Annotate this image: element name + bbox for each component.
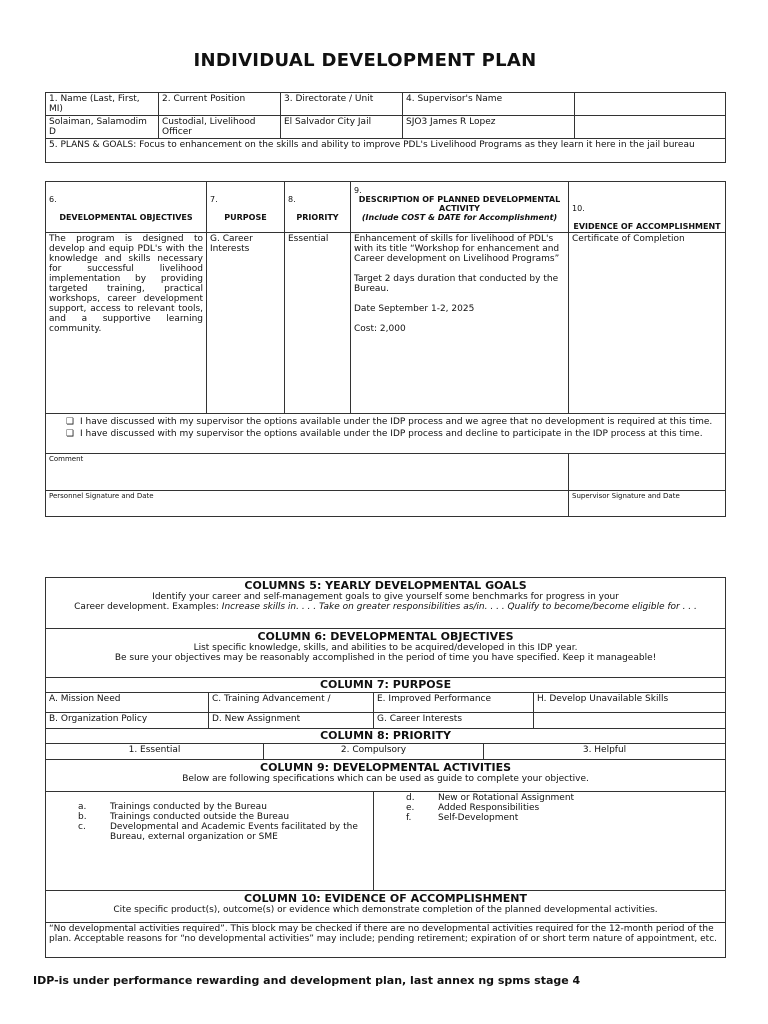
objectives-header: 6. DEVELOPMENTAL OBJECTIVES bbox=[46, 182, 207, 233]
activity-option-b: b. Trainings conducted outside the Bureau bbox=[78, 812, 290, 822]
activity-header: 9. DESCRIPTION OF PLANNED DEVELOPMENTAL ACTIVITY (Include COST & DATE for Accomplishment) bbox=[351, 182, 569, 233]
unit-label: 3. Directorate / Unit bbox=[281, 93, 403, 116]
checkbox-row bbox=[46, 414, 726, 454]
objective-cell[interactable]: The program is designed to develop and equip PDL's with the knowledge and skills necessary for successful livelihood implementation by providing targeted training, practical workshops, career development support, access to relevant tools, and a supportive learning community. bbox=[46, 233, 207, 414]
activity-cell[interactable] bbox=[351, 233, 569, 414]
priority-essential: 1. Essential bbox=[46, 744, 264, 760]
purpose-header: 7. PURPOSE bbox=[207, 182, 285, 233]
col9-section bbox=[46, 760, 726, 792]
activity-cost: Cost: 2,000 bbox=[354, 324, 406, 334]
col6-line1: List specific knowledge, skills, and abilities to be acquired/developed in this IDP year. bbox=[193, 643, 578, 653]
blank-cell bbox=[575, 93, 726, 116]
purpose-option-e: E. Improved Performance bbox=[374, 693, 534, 713]
supervisor-signature[interactable]: Supervisor Signature and Date bbox=[569, 491, 726, 517]
comment-field[interactable]: Comment bbox=[46, 454, 569, 491]
col6-title: COLUMN 6: DEVELOPMENTAL OBJECTIVES bbox=[257, 630, 514, 643]
activity-description: Enhancement of skills for livelihood of PDL's with its title “Workshop for enhancement and Career development on Livelihood Programs” bbox=[354, 234, 560, 264]
col8-title: COLUMN 8: PRIORITY bbox=[46, 729, 726, 744]
activity-option-e: e. Added Responsibilities bbox=[406, 803, 540, 813]
col10-title: COLUMN 10: EVIDENCE OF ACCOMPLISHMENT bbox=[244, 892, 528, 905]
evidence-header: 10. EVIDENCE OF ACCOMPLISHMENT bbox=[569, 182, 726, 233]
activity-option-c: c. Developmental and Academic Events facilitated by the Bureau, external organization or SME bbox=[78, 822, 358, 842]
purpose-cell[interactable]: G. Career Interests bbox=[207, 233, 285, 414]
purpose-option-a: A. Mission Need bbox=[46, 693, 209, 713]
name-value[interactable]: Solaiman, Salamodim D bbox=[46, 116, 159, 139]
purpose-option-c: C. Training Advancement / bbox=[209, 693, 374, 713]
priority-compulsory: 2. Compulsory bbox=[264, 744, 484, 760]
purpose-option-b: B. Organization Policy bbox=[46, 713, 209, 729]
position-value[interactable]: Custodial, Livelihood Officer bbox=[159, 116, 281, 139]
evidence-cell[interactable]: Certificate of Completion bbox=[569, 233, 726, 414]
activity-date: Date September 1-2, 2025 bbox=[354, 304, 475, 314]
activities-right bbox=[374, 792, 726, 891]
comment-blank bbox=[569, 454, 726, 491]
activity-option-a: a. Trainings conducted by the Bureau bbox=[78, 802, 267, 812]
checkbox-no-development-label: I have discussed with my supervisor the options available under the IDP process and we agree that no development is required at this time. bbox=[80, 417, 713, 427]
col5-line1: Identify your career and self-management goals to give yourself some benchmarks for progress in your bbox=[152, 592, 619, 602]
position-label: 2. Current Position bbox=[159, 93, 281, 116]
col10-section bbox=[46, 891, 726, 923]
purpose-option-blank bbox=[534, 713, 726, 729]
employee-info-table bbox=[45, 92, 726, 163]
checkbox-decline[interactable]: ❏ bbox=[66, 429, 75, 439]
col6-line2: Be sure your objectives may be reasonably accomplished in the period of time you have specified. Keep it manageable! bbox=[114, 653, 657, 663]
unit-value[interactable]: El Salvador City Jail bbox=[281, 116, 403, 139]
activity-option-d: d. New or Rotational Assignment bbox=[406, 793, 575, 803]
supervisor-value[interactable]: SJO3 James R Lopez bbox=[403, 116, 575, 139]
col9-title: COLUMN 9: DEVELOPMENTAL ACTIVITIES bbox=[260, 761, 512, 774]
purpose-option-h: H. Develop Unavailable Skills bbox=[534, 693, 726, 713]
blank-cell bbox=[575, 116, 726, 139]
activity-duration: Target 2 days duration that conducted by the Bureau. bbox=[354, 274, 559, 294]
priority-cell[interactable]: Essential bbox=[285, 233, 351, 414]
name-label: 1. Name (Last, First, MI) bbox=[46, 93, 159, 116]
footer-note: IDP-is under performance rewarding and development plan, last annex ng spms stage 4 bbox=[33, 974, 581, 987]
purpose-option-g: G. Career Interests bbox=[374, 713, 534, 729]
supervisor-label: 4. Supervisor's Name bbox=[403, 93, 575, 116]
no-development-note: “No developmental activities required”. This block may be checked if there are no developmental activities required for the 12-month period of the plan. Acceptable reasons for “no developmental activities” may include; pending retirement; expiration of or short term nature of appointment, etc. bbox=[46, 923, 726, 958]
checkbox-decline-label: I have discussed with my supervisor the options available under the IDP process and decline to participate in the IDP process at this time. bbox=[80, 429, 703, 439]
col5-title: COLUMNS 5: YEARLY DEVELOPMENTAL GOALS bbox=[244, 579, 527, 592]
priority-header: 8. PRIORITY bbox=[285, 182, 351, 233]
checkbox-no-development[interactable]: ❏ bbox=[66, 417, 75, 427]
development-plan-table bbox=[45, 181, 726, 517]
col10-line: Cite specific product(s), outcome(s) or evidence which demonstrate completion of the planned developmental activities. bbox=[113, 905, 658, 915]
priority-helpful: 3. Helpful bbox=[484, 744, 726, 760]
col9-line: Below are following specifications which can be used as guide to complete your objective. bbox=[182, 774, 589, 784]
personnel-signature[interactable]: Personnel Signature and Date bbox=[46, 491, 569, 517]
purpose-option-d: D. New Assignment bbox=[209, 713, 374, 729]
col5-line2: Career development. Examples: Increase skills in. . . . Take on greater responsibilities as/in. . . . Qualify to become/become eligible for . . . bbox=[74, 602, 697, 612]
activities-left bbox=[46, 792, 374, 891]
plans-goals[interactable]: 5. PLANS & GOALS: Focus to enhancement on the skills and ability to improve PDL's Livelihood Programs as they learn it here in the jail bureau bbox=[46, 139, 726, 163]
document-title: INDIVIDUAL DEVELOPMENT PLAN bbox=[193, 50, 537, 71]
col6-section bbox=[46, 629, 726, 678]
col7-title: COLUMN 7: PURPOSE bbox=[46, 678, 726, 693]
col5-section bbox=[46, 578, 726, 629]
activity-option-f: f. Self-Development bbox=[406, 813, 519, 823]
instructions-table bbox=[45, 577, 726, 958]
